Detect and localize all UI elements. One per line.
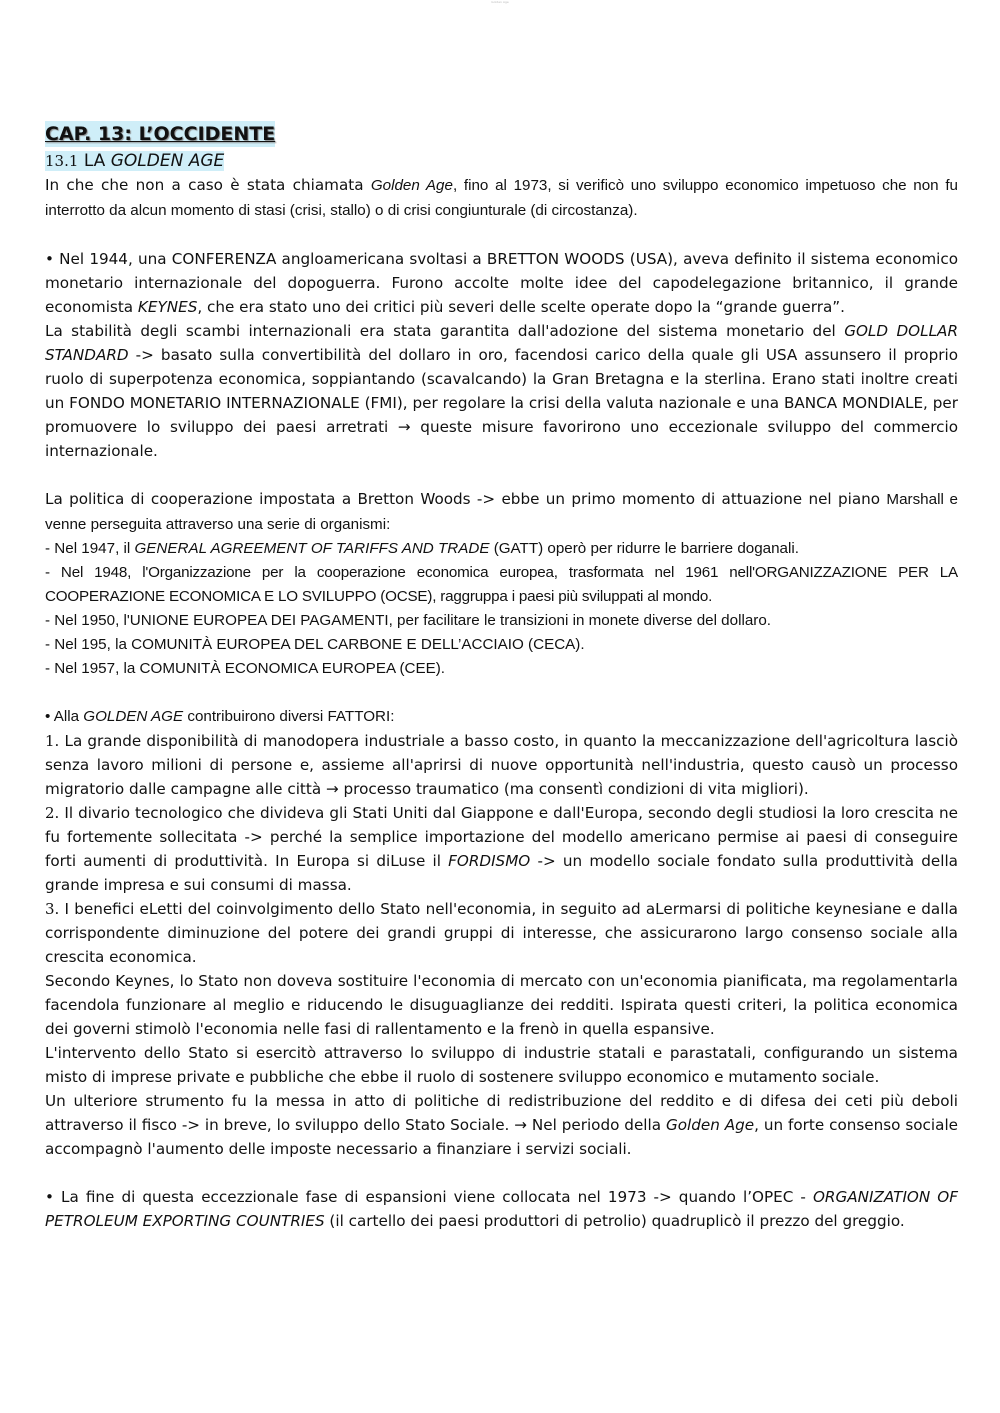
document-page: [45, 121, 958, 1233]
list-item-uep: - Nel 1950, l'UNIONE EUROPEA DEI PAGAMENTI, per facilitare le transizioni in monete diverse del dollaro.: [45, 612, 771, 629]
section-number: 13.1: [45, 152, 79, 170]
intro-paragraph: In che che non a caso è stata chiamata Golden Age, fino al 1973, si verificò uno sviluppo economico impetuoso che non fu interrotto da alcun momento di stasi (crisi, stallo) o di crisi congiunturale (di circostanza).: [45, 176, 958, 219]
keynes-paragraph: Secondo Keynes, lo Stato non doveva sostituire l'economia di mercato con un'economia pianificata, ma regolamentarla facendola funzionare al meglio e riducendo le disuguaglianze dei redditi. Ispirata questi criteri, la politica economica dei governi stimolò l'economia nelle fasi di rallentamento e la frenò in quella espansive.: [45, 972, 958, 1038]
factor-1: 1. La grande disponibilità di manodopera industriale a basso costo, in quanto la meccanizzazione dell'agricoltura lasciò senza lavoro milioni di persone e, assieme all'aprirsi di nuove opportunità nell'industria, questo causò un processo migratorio dalle campagne alle città → processo traumatico (ma consentì condizioni di vita migliori).: [45, 732, 958, 798]
chapter-title: CAP. 13: L’OCCIDENTE: [45, 123, 276, 145]
factor-3: 3. I benefici eLetti del coinvolgimento dello Stato nell'economia, in seguito ad aLermarsi di politiche keynesiane e dalla corrispondente diminuzione del potere dei grandi gruppi di interesse, che assicurarono largo consenso sociale alla crescita economica.: [45, 900, 958, 966]
list-item-cee: - Nel 1957, la COMUNITÀ ECONOMICA EUROPEA (CEE).: [45, 660, 446, 677]
section-title: [45, 149, 958, 173]
factor-2: 2. Il divario tecnologico che divideva gli Stati Uniti dal Giappone e dall'Europa, secondo degli studiosi la loro crescita ne fu fortemente sollecitata -> perché la semplice importazione del modello americano permise ai paesi di conseguire forti aumenti di produttività. In Europa si diLuse il FORDISMO -> un modello sociale fondato sulla produttività della grande impresa e sui consumi di massa.: [45, 804, 958, 894]
list-item-ceca: - Nel 195, la COMUNITÀ EUROPEA DEL CARBONE E DELL’ACCIAIO (CECA).: [45, 636, 585, 653]
welfare-paragraph: Un ulteriore strumento fu la messa in atto di politiche di redistribuzione del reddito e di difesa dei ceti più deboli attraverso il fisco -> in breve, lo sviluppo dello Stato Sociale. → Nel periodo della Golden Age, un forte consenso sociale accompagnò l'aumento delle imposte necessario a finanziare i servizi sociali.: [45, 1092, 959, 1158]
cooperation-paragraph: La politica di cooperazione impostata a Bretton Woods -> ebbe un primo momento di attuazione nel piano Marshall e venne perseguita attraverso una serie di organismi:: [45, 490, 958, 533]
section-label: LA: [83, 151, 106, 171]
state-intervention-paragraph: L'intervento dello Stato si esercitò attraverso lo sviluppo di industrie statali e parastatali, configurando un sistema misto di imprese private e pubbliche che ebbe il ruolo di sostenere sviluppo economico e mutamento sociale.: [45, 1044, 958, 1086]
stability-paragraph: La stabilità degli scambi internazionali era stata garantita dall'adozione del sistema monetario del GOLD DOLLAR STANDARD -> basato sulla convertibilità del dollaro in oro, facendosi carico della quale gli USA assunsero il proprio ruolo di superpotenza economica, soppiantando (scavalcando) la Gran Bretagna e la sterlina. Erano stati inoltre creati un FONDO MONETARIO INTERNAZIONALE (FMI), per regolare la crisi della valuta nazionale e una BANCA MONDIALE, per promuovere lo sviluppo dei paesi arretrati → queste misure favorirono uno eccezionale sviluppo del commercio internazionale.: [45, 322, 958, 460]
bretton-woods-paragraph: • Nel 1944, una CONFERENZA angloamericana svoltasi a BRETTON WOODS (USA), aveva definito il sistema economico monetario internazionale del dopoguerra. Furono accolte molte idee del capodelegazione britannico, il grande economista KEYNES, che era stato uno dei critici più severi delle scelte operate dopo la “grande guerra”.: [45, 250, 958, 316]
section-label-italic: GOLDEN AGE: [110, 151, 225, 171]
factors-heading: • Alla GOLDEN AGE contribuirono diversi FATTORI:: [45, 708, 395, 725]
list-item-ocse: - Nel 1948, l'Organizzazione per la cooperazione economica europea, trasformata nel 1961 nell'ORGANIZZAZIONE PER LA COOPERAZIONE ECONOMICA E LO SVILUPPO (OCSE), raggruppa i paesi più sviluppati al mondo.: [45, 564, 958, 605]
end-paragraph: • La fine di questa eccezzionale fase di espansioni viene collocata nel 1973 -> quando l’OPEC - ORGANIZATION OF PETROLEUM EXPORTING COUNTRIES (il cartello dei paesi produttori di petrolio) quadruplicò il prezzo del greggio.: [45, 1188, 958, 1230]
header-mark: Golden Age: [491, 0, 509, 4]
list-item-gatt: - Nel 1947, il GENERAL AGREEMENT OF TARIFFS AND TRADE (GATT) operò per ridurre le barriere doganali.: [45, 540, 799, 557]
